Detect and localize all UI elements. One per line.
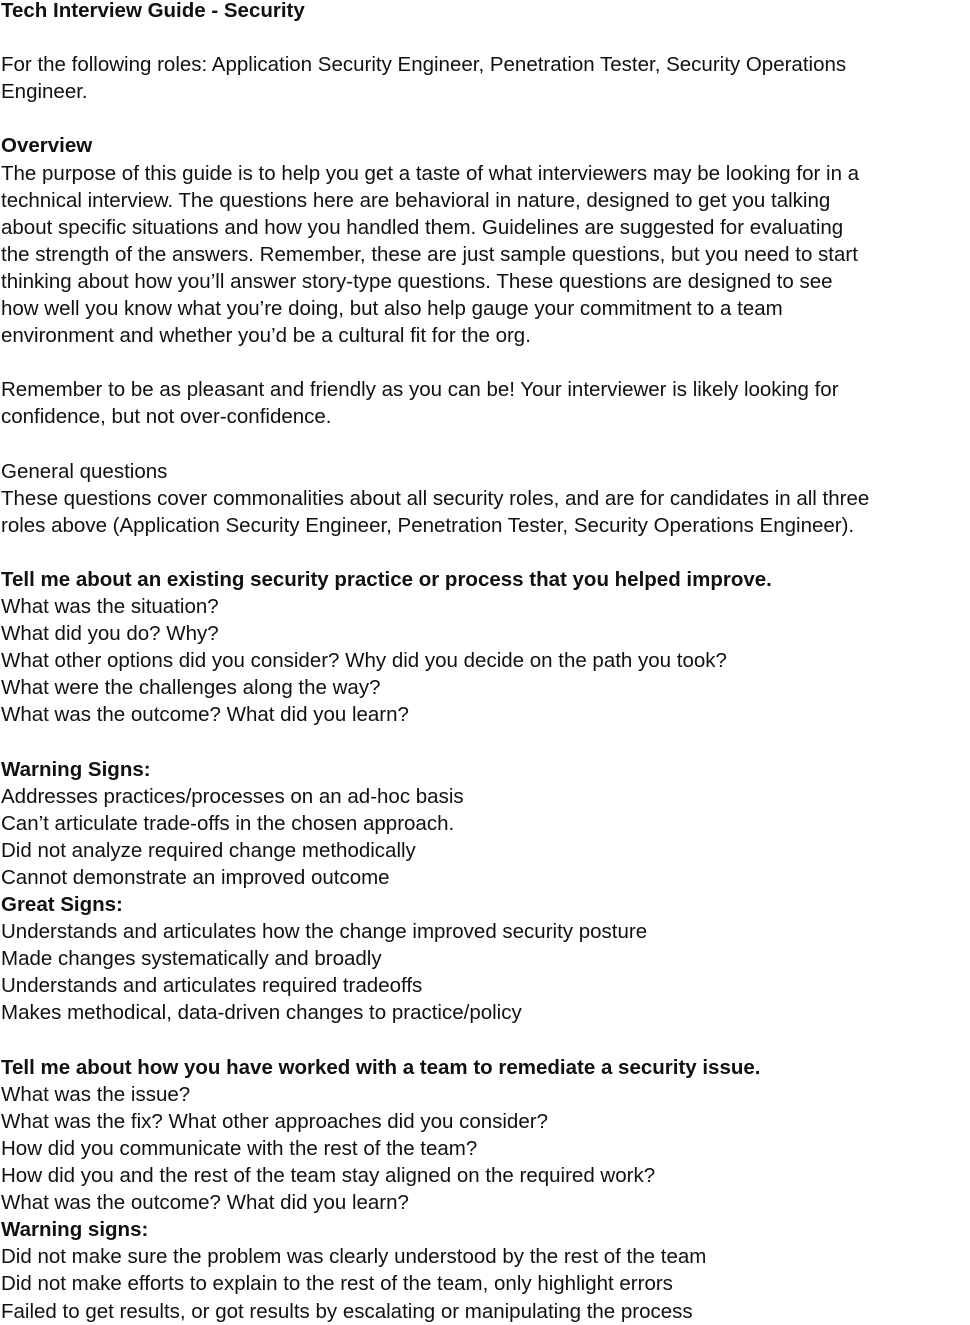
spacer xyxy=(1,1027,969,1054)
question-2-prompt: How did you communicate with the rest of the team? xyxy=(1,1136,478,1160)
question-1-warning-item: Did not analyze required change methodically xyxy=(1,838,416,862)
question-1: Tell me about an existing security practice or process that you helped improve. xyxy=(1,567,772,591)
spacer xyxy=(1,729,969,756)
spacer xyxy=(1,431,969,458)
question-1-warning-heading: Warning Signs: xyxy=(1,757,151,781)
question-1-warning-item: Addresses practices/processes on an ad-hoc basis xyxy=(1,784,464,808)
intro-line: Engineer. xyxy=(1,80,88,104)
overview-line: the strength of the answers. Remember, these are just sample questions, but you need to start xyxy=(1,242,858,266)
general-line: roles above (Application Security Engineer, Penetration Tester, Security Operations Engineer). xyxy=(1,513,855,537)
question-1-warning-item: Cannot demonstrate an improved outcome xyxy=(1,866,390,889)
overview-line: environment and whether you’d be a cultural fit for the org. xyxy=(1,324,531,348)
intro-line: For the following roles: Application Security Engineer, Penetration Tester, Security Operations xyxy=(1,53,847,77)
overview-line: how well you know what you’re doing, but also help gauge your commitment to a team xyxy=(1,297,783,321)
question-1-prompt: What was the situation? xyxy=(1,595,219,619)
question-1-great-item: Understands and articulates how the change improved security posture xyxy=(1,920,648,944)
question-2-prompt: What was the issue? xyxy=(1,1082,191,1106)
spacer xyxy=(1,105,969,132)
question-1-prompt: What other options did you consider? Why did you decide on the path you took? xyxy=(1,649,727,673)
question-2-warning-heading: Warning signs: xyxy=(1,1218,149,1242)
overview-line: technical interview. The questions here are behavioral in nature, designed to get you talking xyxy=(1,188,831,212)
overview-line: about specific situations and how you handled them. Guidelines are suggested for evaluating xyxy=(1,215,844,239)
question-1-great-item: Made changes systematically and broadly xyxy=(1,947,382,971)
question-2-prompt: What was the outcome? What did you learn? xyxy=(1,1191,409,1215)
spacer xyxy=(1,349,969,376)
document-title: Tech Interview Guide - Security xyxy=(1,0,305,22)
overview-heading: Overview xyxy=(1,134,93,158)
general-questions-heading: General questions xyxy=(1,459,168,483)
question-1-great-item: Understands and articulates required tradeoffs xyxy=(1,974,423,998)
reminder-line: Remember to be as pleasant and friendly as you can be! Your interviewer is likely looking for xyxy=(1,378,839,402)
question-1-warning-item: Can’t articulate trade-offs in the chosen approach. xyxy=(1,811,455,835)
question-1-prompt: What did you do? Why? xyxy=(1,622,219,646)
question-2-prompt: What was the fix? What other approaches did you consider? xyxy=(1,1109,548,1133)
question-1-great-item: Makes methodical, data-driven changes to practice/policy xyxy=(1,1001,522,1025)
question-1-prompt: What were the challenges along the way? xyxy=(1,676,381,700)
document-body xyxy=(1,0,969,1325)
spacer xyxy=(1,24,969,51)
question-2-warning-item: Failed to get results, or got results by escalating or manipulating the process xyxy=(1,1299,693,1323)
spacer xyxy=(1,539,969,566)
overview-line: thinking about how you’ll answer story-type questions. These questions are designed to see xyxy=(1,269,833,293)
question-2-warning-item: Did not make sure the problem was clearly understood by the rest of the team xyxy=(1,1245,707,1269)
reminder-line: confidence, but not over-confidence. xyxy=(1,405,332,429)
overview-line: The purpose of this guide is to help you get a taste of what interviewers may be looking for in a xyxy=(1,161,860,185)
general-line: These questions cover commonalities about all security roles, and are for candidates in all three xyxy=(1,486,870,510)
question-2: Tell me about how you have worked with a team to remediate a security issue. xyxy=(1,1055,761,1079)
question-1-prompt: What was the outcome? What did you learn? xyxy=(1,703,409,727)
question-2-warning-item: Did not make efforts to explain to the rest of the team, only highlight errors xyxy=(1,1272,673,1296)
question-2-prompt: How did you and the rest of the team stay aligned on the required work? xyxy=(1,1164,656,1188)
question-1-great-heading: Great Signs: xyxy=(1,893,123,917)
